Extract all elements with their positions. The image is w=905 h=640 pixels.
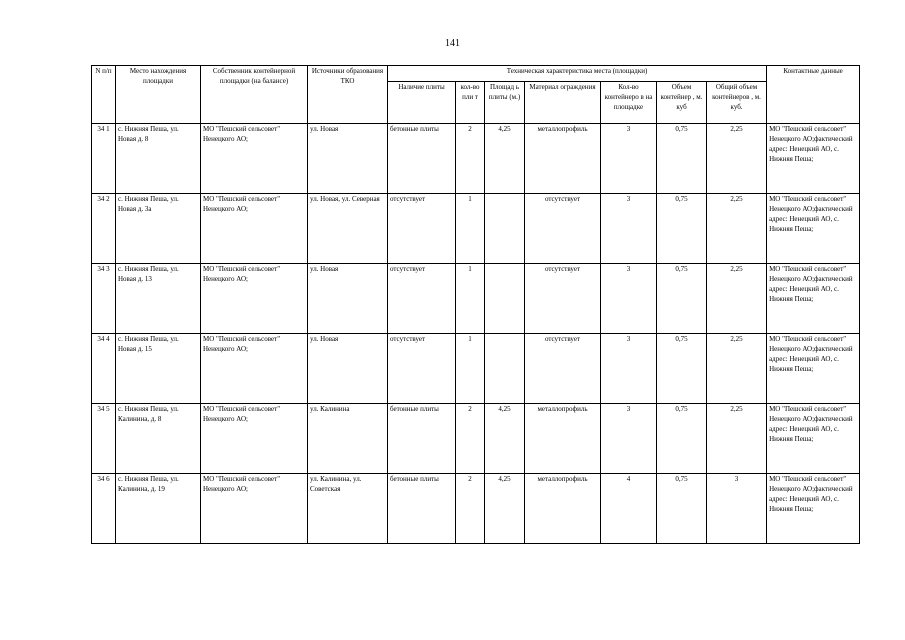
cell-containers: 3 (601, 124, 657, 194)
cell-fence: металлопрофиль (525, 474, 601, 544)
page-number: 141 (445, 38, 460, 49)
cell-contact: МО "Пешский сельсовет" Ненецкого АО;фактический адрес: Ненецкий АО, с. Нижняя Пеша; (767, 124, 860, 194)
table-row (92, 404, 860, 474)
cell-location: с. Нижняя Пеша, ул. Калинина, д. 8 (116, 404, 201, 474)
cell-area (485, 334, 525, 404)
cell-fence: отсутствует (525, 264, 601, 334)
table-row (92, 264, 860, 334)
cell-sources: ул. Новая (308, 124, 388, 194)
header-total-volume: Общий объем контейнеров , м. куб. (707, 82, 767, 124)
table-row (92, 334, 860, 404)
cell-location: с. Нижняя Пеша, ул. Новая д. 15 (116, 334, 201, 404)
cell-num: 34 3 (92, 264, 116, 334)
cell-area: 4,25 (485, 124, 525, 194)
cell-sources: ул. Новая (308, 264, 388, 334)
cell-slab-count: 1 (456, 334, 485, 404)
cell-num: 34 4 (92, 334, 116, 404)
cell-num: 34 2 (92, 194, 116, 264)
cell-sources: ул. Калинина, ул. Советская (308, 474, 388, 544)
table-row (92, 124, 860, 194)
cell-sources: ул. Новая, ул. Северная (308, 194, 388, 264)
header-slab-count: кол-во пли т (456, 82, 485, 124)
cell-slab-count: 1 (456, 194, 485, 264)
header-tech: Техническая характеристика места (площадки) (388, 66, 767, 82)
cell-slab-count: 2 (456, 404, 485, 474)
cell-sources: ул. Новая (308, 334, 388, 404)
header-area: Площад ь плиты (м.) (485, 82, 525, 124)
cell-contact: МО "Пешский сельсовет" Ненецкого АО;фактический адрес: Ненецкий АО, с. Нижняя Пеша; (767, 474, 860, 544)
cell-total: 2,25 (707, 194, 767, 264)
cell-total: 2,25 (707, 264, 767, 334)
cell-total: 2,25 (707, 124, 767, 194)
table-row (92, 194, 860, 264)
cell-fence: отсутствует (525, 194, 601, 264)
cell-fence: отсутствует (525, 334, 601, 404)
cell-containers: 3 (601, 264, 657, 334)
cell-slab-count: 1 (456, 264, 485, 334)
cell-contact: МО "Пешский сельсовет" Ненецкого АО;фактический адрес: Ненецкий АО, с. Нижняя Пеша; (767, 404, 860, 474)
cell-owner: МО "Пешский сельсовет" Ненецкого АО; (201, 264, 308, 334)
waste-sites-table (91, 65, 860, 544)
cell-location: с. Нижняя Пеша, ул. Калинина, д. 19 (116, 474, 201, 544)
header-fence: Материал ограждения (525, 82, 601, 124)
cell-num: 34 1 (92, 124, 116, 194)
cell-volume: 0,75 (657, 404, 707, 474)
cell-slab-count: 2 (456, 124, 485, 194)
cell-contact: МО "Пешский сельсовет" Ненецкого АО;фактический адрес: Ненецкий АО, с. Нижняя Пеша; (767, 264, 860, 334)
table-row (92, 474, 860, 544)
cell-containers: 3 (601, 194, 657, 264)
cell-contact: МО "Пешский сельсовет" Ненецкого АО;фактический адрес: Ненецкий АО, с. Нижняя Пеша; (767, 194, 860, 264)
cell-slabs: отсутствует (388, 194, 456, 264)
cell-area: 4,25 (485, 404, 525, 474)
cell-slab-count: 2 (456, 474, 485, 544)
cell-containers: 3 (601, 334, 657, 404)
cell-owner: МО "Пешский сельсовет" Ненецкого АО; (201, 404, 308, 474)
cell-containers: 3 (601, 404, 657, 474)
cell-fence: металлопрофиль (525, 404, 601, 474)
cell-num: 34 6 (92, 474, 116, 544)
cell-containers: 4 (601, 474, 657, 544)
cell-total: 2,25 (707, 334, 767, 404)
header-contacts: Контактные данные (767, 66, 860, 124)
cell-sources: ул. Калинина (308, 404, 388, 474)
header-sources: Источники образования ТКО (308, 66, 388, 124)
cell-volume: 0,75 (657, 124, 707, 194)
cell-slabs: бетонные плиты (388, 474, 456, 544)
cell-total: 2,25 (707, 404, 767, 474)
header-location: Место нахождения площадки (116, 66, 201, 124)
cell-slabs: бетонные плиты (388, 124, 456, 194)
cell-slabs: отсутствует (388, 264, 456, 334)
header-slabs: Наличие плиты (388, 82, 456, 124)
cell-volume: 0,75 (657, 474, 707, 544)
cell-slabs: отсутствует (388, 334, 456, 404)
cell-volume: 0,75 (657, 264, 707, 334)
cell-area (485, 264, 525, 334)
cell-location: с. Нижняя Пеша, ул. Новая д. 3а (116, 194, 201, 264)
cell-owner: МО "Пешский сельсовет" Ненецкого АО; (201, 194, 308, 264)
header-owner: Собственник контейнерной площадки (на балансе) (201, 66, 308, 124)
cell-location: с. Нижняя Пеша, ул. Новая д. 13 (116, 264, 201, 334)
header-containers: Кол-во контейнеро в на площадке (601, 82, 657, 124)
cell-area: 4,25 (485, 474, 525, 544)
cell-owner: МО "Пешский сельсовет" Ненецкого АО; (201, 334, 308, 404)
cell-area (485, 194, 525, 264)
header-volume: Объем контейнер , м. куб (657, 82, 707, 124)
cell-total: 3 (707, 474, 767, 544)
cell-contact: МО "Пешский сельсовет" Ненецкого АО;фактический адрес: Ненецкий АО, с. Нижняя Пеша; (767, 334, 860, 404)
cell-fence: металлопрофиль (525, 124, 601, 194)
cell-owner: МО "Пешский сельсовет" Ненецкого АО; (201, 474, 308, 544)
cell-volume: 0,75 (657, 194, 707, 264)
cell-volume: 0,75 (657, 334, 707, 404)
cell-owner: МО "Пешский сельсовет" Ненецкого АО; (201, 124, 308, 194)
cell-slabs: бетонные плиты (388, 404, 456, 474)
header-num: N п/п (92, 66, 116, 124)
cell-num: 34 5 (92, 404, 116, 474)
cell-location: с. Нижняя Пеша, ул. Новая д. 8 (116, 124, 201, 194)
